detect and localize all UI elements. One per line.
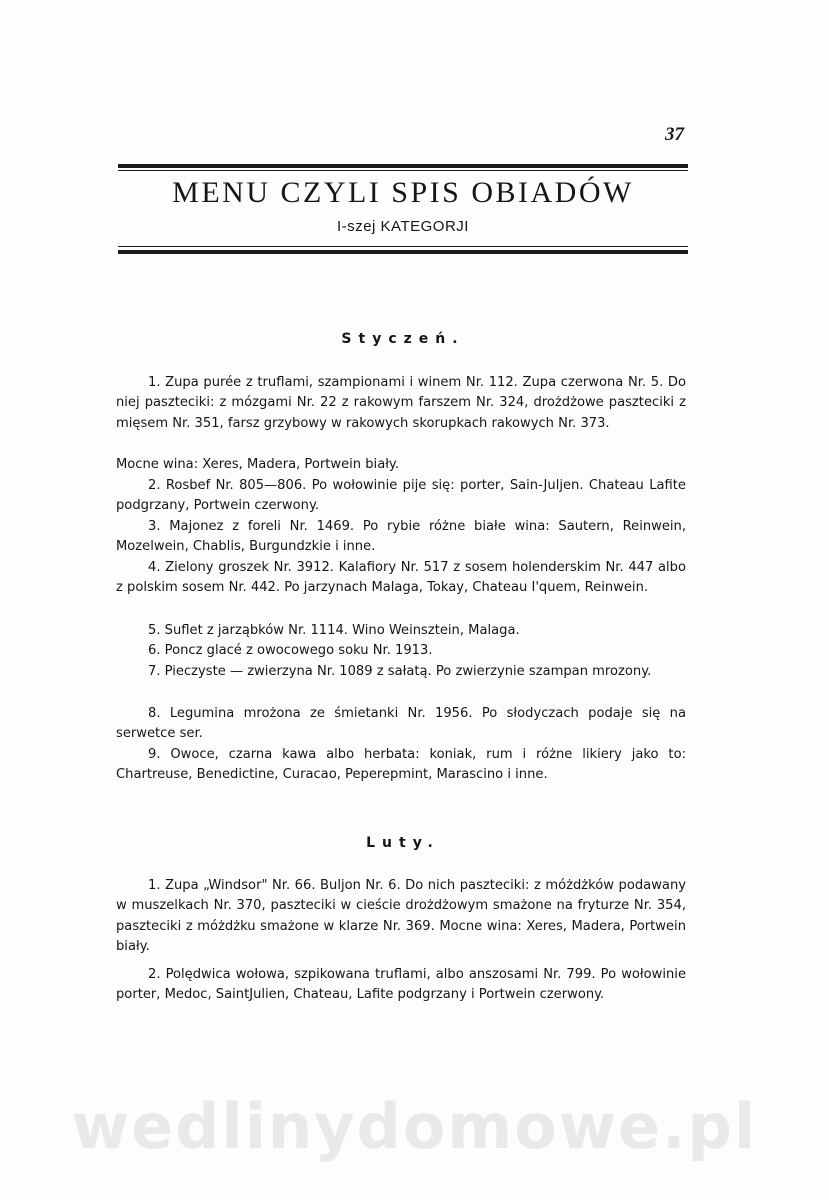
menu-item-paragraph: 6. Poncz glacé z owocowego soku Nr. 1913. xyxy=(148,643,433,658)
menu-item-paragraph: 1. Zupa purée z truflami, szampionami i winem Nr. 112. Zupa czerwona Nr. 5. Do niej paszteciki: z mózgami Nr. 22 z rakowym farszem Nr. 324, drożdżowe paszteciki z mięsem Nr. 351, farsz grzybowy w rakowych skorupkach rakowych Nr. 373. xyxy=(116,375,686,431)
page-number: 37 xyxy=(665,124,684,145)
page-title: MENU CZYLI SPIS OBIADÓW xyxy=(172,176,634,209)
menu-item-paragraph: 2. Rosbef Nr. 805—806. Po wołowinie pije się: porter, Sain-Juljen. Chateau Lafite podgrzany, Portwein czerwony. xyxy=(116,478,686,514)
menu-item-paragraph: 8. Legumina mrożona ze śmietanki Nr. 1956. Po słodyczach podaje się na serwetce ser. xyxy=(116,706,686,742)
menu-item-paragraph: 1. Zupa „Windsor" Nr. 66. Buljon Nr. 6. Do nich paszteciki: z móżdżków podawany w muszelkach Nr. 370, paszteciki w cieście drożdżowym smażone na fryturze Nr. 354, paszteciki z móżdżku smażone w klarze Nr. 369. Mocne wina: Xeres, Madera, Portwein biały. xyxy=(116,878,686,955)
month-heading-january: Styczeń. xyxy=(341,331,465,347)
menu-item-paragraph: 7. Pieczyste — zwierzyna Nr. 1089 z sałatą. Po zwierzynie szampan mrozony. xyxy=(148,664,652,679)
menu-item-paragraph: 4. Zielony groszek Nr. 3912. Kalafiory Nr. 517 z sosem holenderskim Nr. 447 albo z polskim sosem Nr. 442. Po jarzynach Malaga, Tokay, Chateau I'quem, Reinwein. xyxy=(116,560,686,596)
menu-item-paragraph: Mocne wina: Xeres, Madera, Portwein biały. xyxy=(116,457,399,472)
watermark: wedlinydomowe.pl xyxy=(71,1090,758,1163)
top-rule-thin xyxy=(118,170,688,171)
top-rule-thick xyxy=(118,164,688,168)
bottom-rule-thin xyxy=(118,246,688,247)
month-heading-february: Luty. xyxy=(366,835,440,851)
page-subtitle: I-szej KATEGORJI xyxy=(337,218,469,235)
menu-item-paragraph: 3. Majonez z foreli Nr. 1469. Po rybie różne białe wina: Sautern, Reinwein, Mozelwein, Chablis, Burgundzkie i inne. xyxy=(116,519,686,555)
bottom-rule-thick xyxy=(118,250,688,254)
menu-item-paragraph: 9. Owoce, czarna kawa albo herbata: koniak, rum i różne likiery jako to: Chartreuse, Benedictine, Curacao, Peperepmint, Marascino i inne. xyxy=(116,747,686,783)
menu-item-paragraph: 5. Suflet z jarząbków Nr. 1114. Wino Weinsztein, Malaga. xyxy=(148,623,520,638)
menu-item-paragraph: 2. Polędwica wołowa, szpikowana truflami, albo anszosami Nr. 799. Po wołowinie porter, Medoc, SaintJulien, Chateau, Lafite podgrzany i Portwein czerwony. xyxy=(116,967,686,1003)
